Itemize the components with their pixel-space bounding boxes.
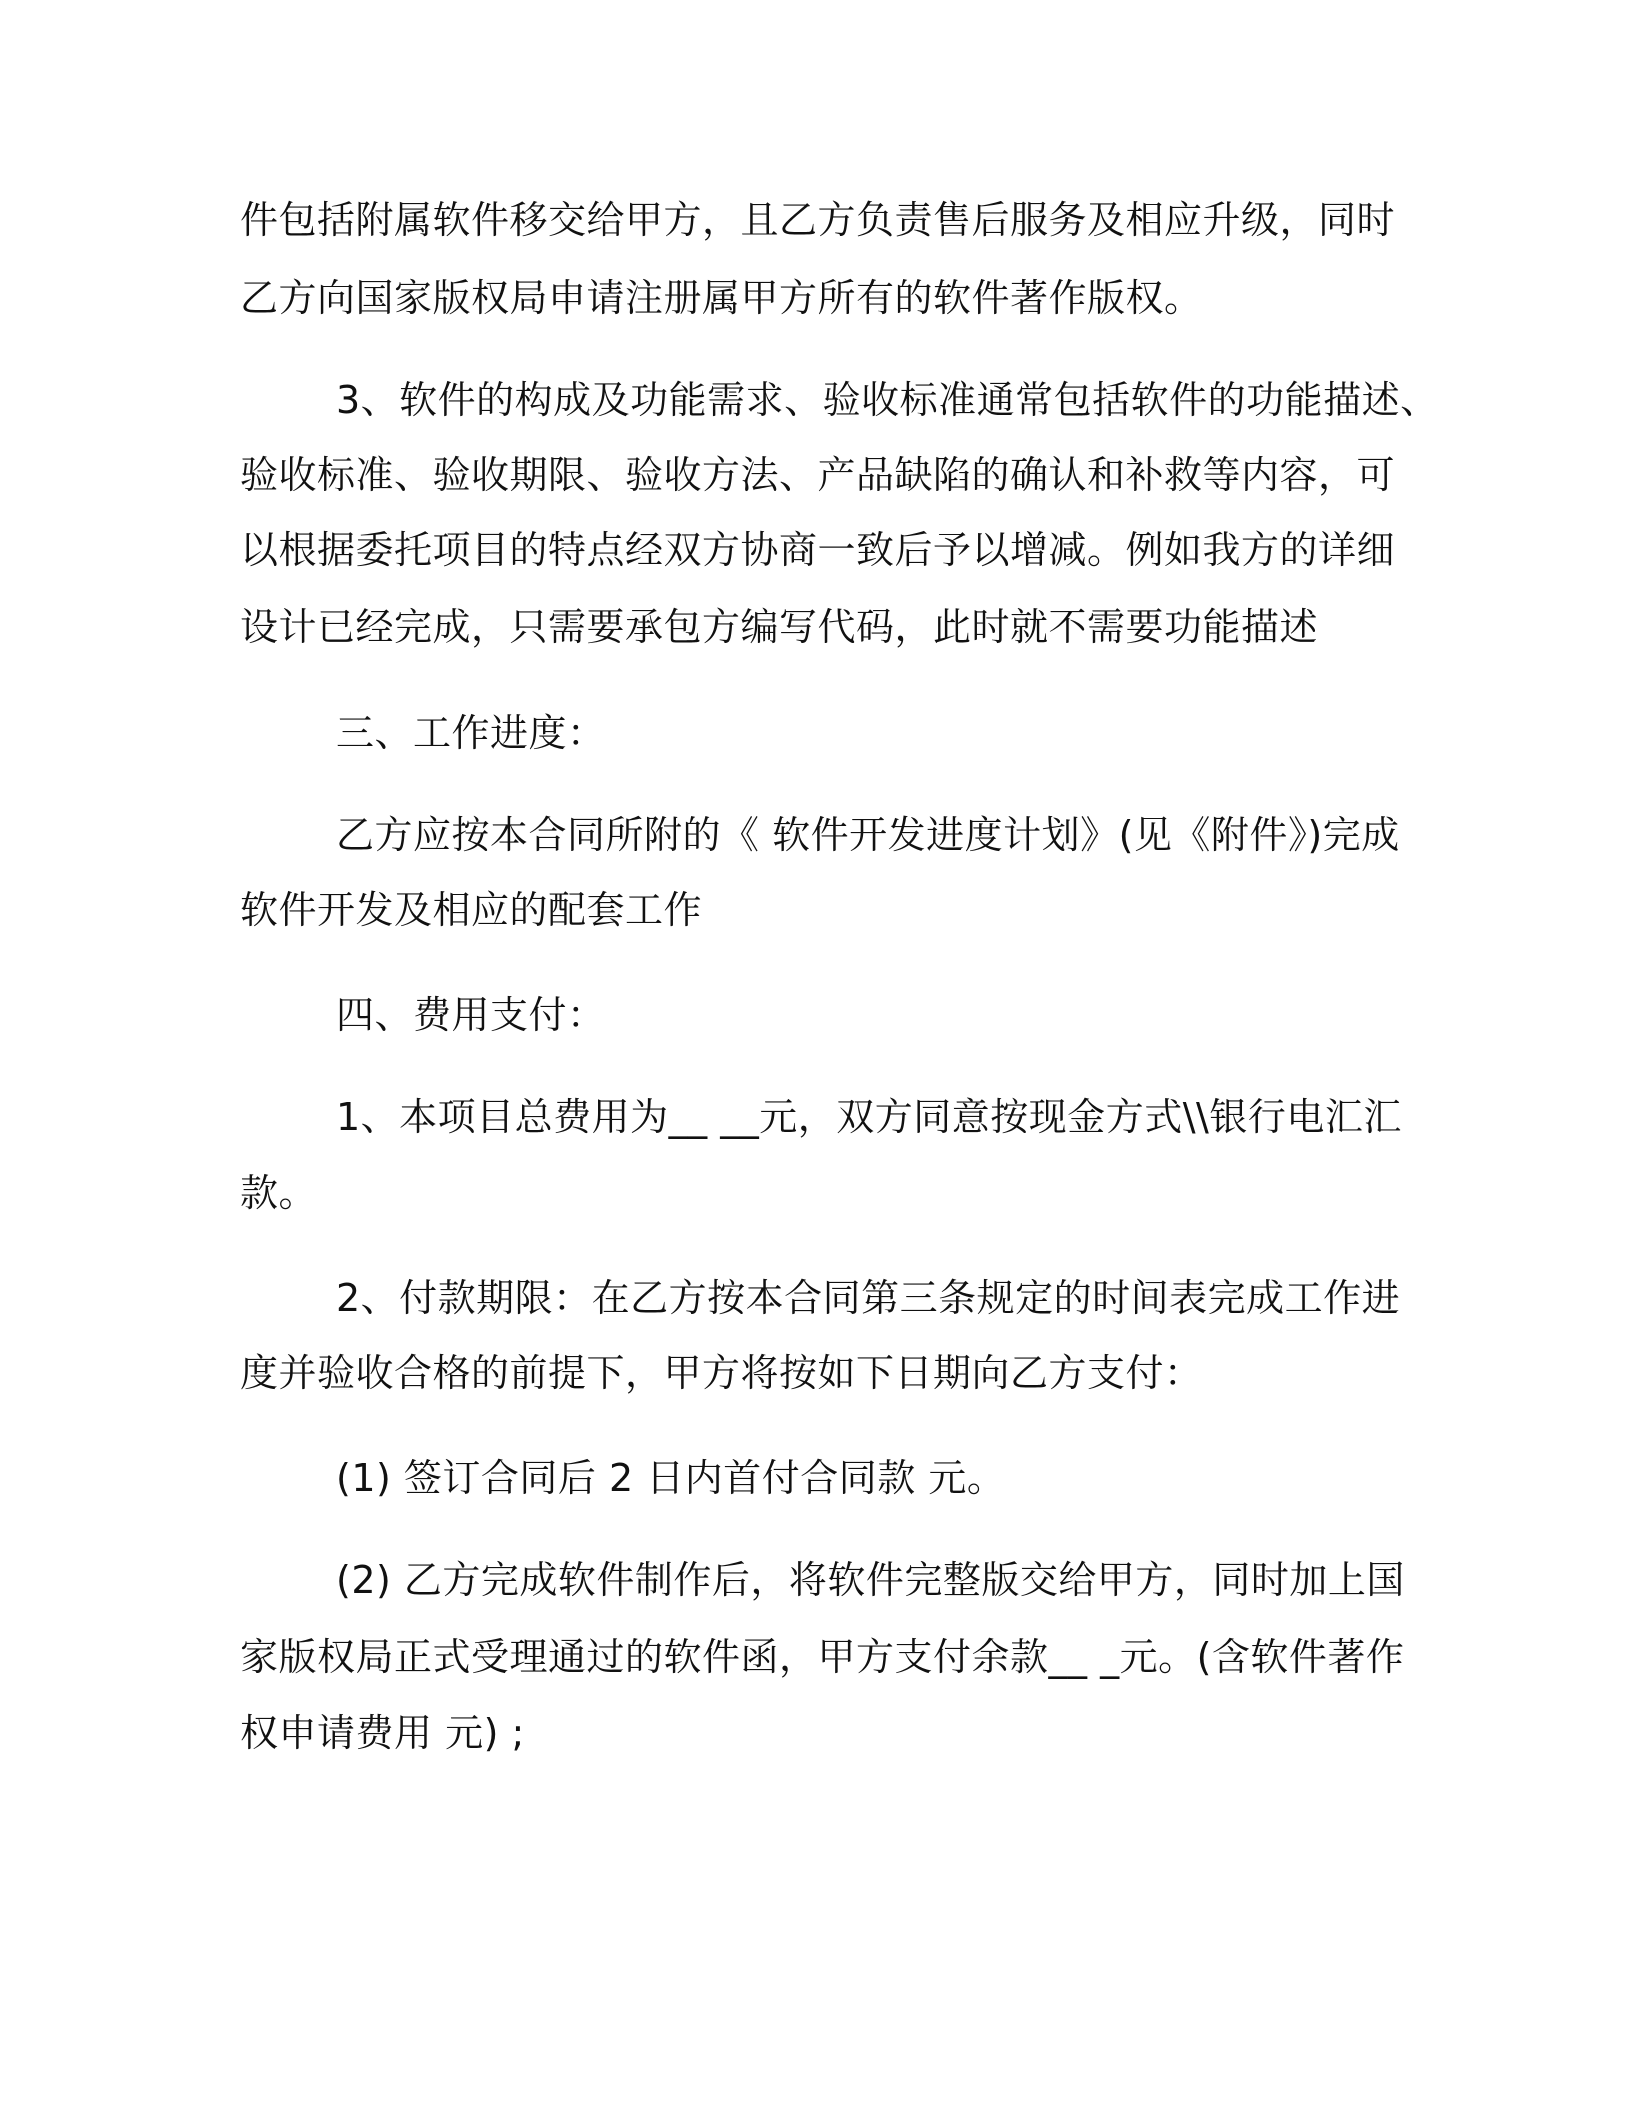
- text-line: 款。: [240, 1171, 318, 1215]
- text-line: (2) 乙方完成软件制作后，将软件完整版交给甲方，同时加上国: [336, 1558, 1405, 1602]
- text-line: 1、本项目总费用为__ __元，双方同意按现金方式\\银行电汇汇: [336, 1095, 1402, 1139]
- text-line: (1) 签订合同后 2 日内首付合同款 元。: [336, 1456, 1006, 1500]
- text-line: 设计已经完成，只需要承包方编写代码，此时就不需要功能描述: [240, 605, 1319, 649]
- text-line: 权申请费用 元) ;: [240, 1711, 525, 1755]
- text-line: 验收标准、验收期限、验收方法、产品缺陷的确认和补救等内容，可: [240, 453, 1396, 497]
- text-line: 2、付款期限：在乙方按本合同第三条规定的时间表完成工作进: [336, 1276, 1401, 1320]
- section-heading: 三、工作进度：: [336, 711, 606, 755]
- section-heading: 四、费用支付：: [336, 993, 606, 1037]
- text-line: 件包括附属软件移交给甲方，且乙方负责售后服务及相应升级，同时: [240, 198, 1396, 242]
- text-line: 家版权局正式受理通过的软件函，甲方支付余款__ _元。(含软件著作: [240, 1635, 1405, 1679]
- text-line: 以根据委托项目的特点经双方协商一致后予以增减。例如我方的详细: [240, 528, 1396, 572]
- text-line: 3、软件的构成及功能需求、验收标准通常包括软件的功能描述、: [336, 378, 1439, 422]
- text-line: 乙方向国家版权局申请注册属甲方所有的软件著作版权。: [240, 276, 1203, 320]
- text-line: 度并验收合格的前提下，甲方将按如下日期向乙方支付：: [240, 1351, 1203, 1395]
- text-line: 乙方应按本合同所附的《 软件开发进度计划》(见《附件》)完成: [336, 813, 1400, 857]
- text-line: 软件开发及相应的配套工作: [240, 888, 703, 932]
